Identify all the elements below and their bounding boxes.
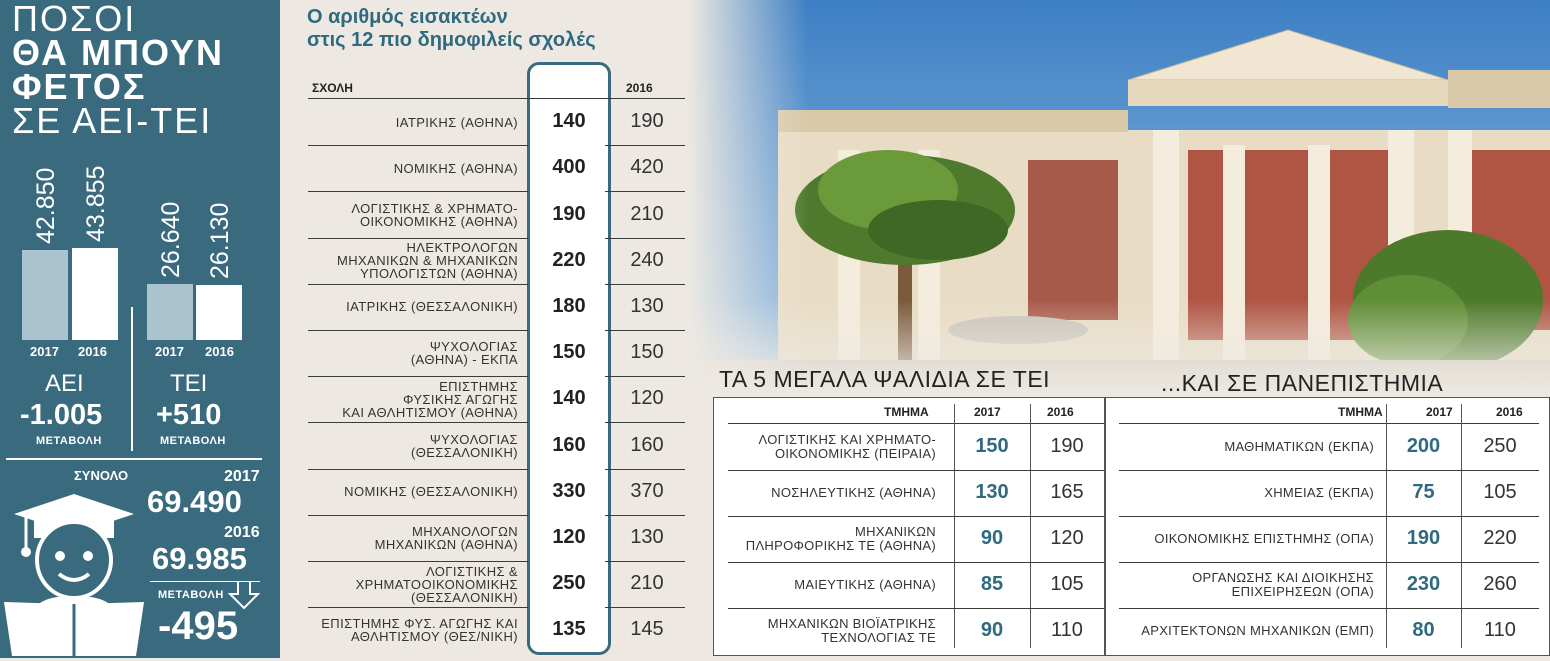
table-row-rule-left bbox=[308, 238, 528, 239]
tei-value-label-2016: 26.130 bbox=[206, 202, 234, 279]
table-row-rule-left bbox=[308, 422, 528, 423]
table-row-rule bbox=[1119, 608, 1539, 609]
table-row-label-line: ΛΟΓΙΣΤΙΚΗΣ & bbox=[425, 564, 518, 579]
table-col-header: ΤΜΗΜΑ bbox=[884, 405, 929, 419]
table-row-value-2017: 90 bbox=[980, 527, 1004, 549]
table-row-rule-right bbox=[605, 607, 685, 608]
tei-table-title: ΤΑ 5 ΜΕΓΑΛΑ ΨΑΛΙΔΙΑ ΣΕ ΤΕΙ bbox=[719, 366, 1051, 392]
table-row-label-line: ΑΘΛΗΤΙΣΜΟΥ (ΘΕΣ/ΝΙΚΗ) bbox=[350, 629, 518, 644]
table-row-rule-right bbox=[605, 469, 685, 470]
table-row-value-2016: 160 bbox=[630, 434, 664, 456]
table-row-rule bbox=[728, 470, 1104, 471]
table-row-label-line: ΛΟΓΙΣΤΙΚΗΣ ΚΑΙ ΧΡΗΜΑΤΟ- bbox=[758, 432, 936, 447]
table-row-label-line: ΟΙΚΟΝΟΜΙΚΗΣ (ΠΕΙΡΑΙΑ) bbox=[774, 446, 936, 461]
table-row-value-2017: 180 bbox=[552, 295, 586, 317]
table-row-rule bbox=[1119, 470, 1539, 471]
table-row-rule bbox=[728, 608, 1104, 609]
tei-change-value: +510 bbox=[156, 399, 222, 431]
table-row-label-line: ΧΡΗΜΑΤΟΟΙΚΟΝΟΜΙΚΗΣ bbox=[355, 577, 518, 592]
tei-table bbox=[713, 397, 1105, 656]
table-row-label-line: ΑΡΧΙΤΕΚΤΟΝΩΝ ΜΗΧΑΝΙΚΩΝ (ΕΜΠ) bbox=[1141, 623, 1374, 638]
table-row-label-line: ΜΑΘΗΜΑΤΙΚΩΝ (ΕΚΠΑ) bbox=[1224, 439, 1374, 454]
table-row-label-line: ΠΛΗΡΟΦΟΡΙΚΗΣ ΤΕ (ΑΘΗΝΑ) bbox=[745, 538, 936, 553]
table-row-rule-left bbox=[308, 376, 528, 377]
aei-change-label: ΜΕΤΑΒΟΛΗ bbox=[36, 435, 102, 447]
uni-table bbox=[1105, 397, 1550, 656]
table-row-label bbox=[308, 162, 518, 175]
table-row-label bbox=[308, 300, 518, 313]
header-rule bbox=[527, 98, 685, 99]
aei-group-label: ΑΕΙ bbox=[45, 370, 84, 397]
table-row-label-line: (ΘΕΣΣΑΛΟΝΙΚΗ) bbox=[411, 590, 518, 605]
table-row-rule-right bbox=[605, 515, 685, 516]
headline-line-2: ΘΑ ΜΠΟΥΝ bbox=[12, 32, 225, 73]
left-summary-panel bbox=[0, 0, 280, 658]
table-col-header: 2017 bbox=[1426, 405, 1453, 419]
table-row-label bbox=[728, 525, 936, 553]
table-row-rule bbox=[1119, 562, 1539, 563]
table-row-label bbox=[308, 340, 518, 366]
table-row-label-line: ΤΕΧΝΟΛΟΓΙΑΣ ΤΕ bbox=[821, 630, 936, 645]
table-row-value-2016: 120 bbox=[1050, 527, 1084, 549]
table-col-header: 2016 bbox=[1496, 405, 1523, 419]
table-row-rule-left bbox=[308, 191, 528, 192]
table-row-rule-right bbox=[605, 330, 685, 331]
header-rule-left bbox=[308, 98, 528, 99]
table-row-label bbox=[1119, 624, 1374, 638]
tei-year-2017: 2017 bbox=[155, 344, 184, 359]
table-row-label-line: ΙΑΤΡΙΚΗΣ (ΑΘΗΝΑ) bbox=[395, 115, 518, 130]
graduate-reading-icon bbox=[4, 486, 144, 661]
table-row-value-2017: 160 bbox=[552, 434, 586, 456]
table-row-value-2017: 140 bbox=[552, 110, 586, 132]
summary-divider bbox=[6, 458, 262, 460]
table-row-label-line: (ΑΘΗΝΑ) - ΕΚΠΑ bbox=[410, 352, 518, 367]
table-row-rule-right bbox=[605, 376, 685, 377]
table-row-value-2016: 210 bbox=[630, 572, 664, 594]
table-row-value-2017: 200 bbox=[1406, 435, 1441, 457]
table-row-label-line: ΙΑΤΡΙΚΗΣ (ΘΕΣΣΑΛΟΝΙΚΗ) bbox=[346, 299, 518, 314]
tei-year-2016: 2016 bbox=[205, 344, 234, 359]
table-row-value-2017: 150 bbox=[552, 341, 586, 363]
table-row-label bbox=[1119, 486, 1374, 500]
table-row-value-2017: 220 bbox=[552, 249, 586, 271]
table-row-label bbox=[1119, 440, 1374, 454]
table-row-label bbox=[308, 433, 518, 459]
table-row-value-2017: 190 bbox=[552, 203, 586, 225]
table-row-value-2017: 90 bbox=[980, 619, 1004, 641]
table-row-label-line: ΜΗΧΑΝΙΚΩΝ ΒΙΟΪΑΤΡΙΚΗΣ bbox=[767, 616, 936, 631]
table-row-rule-left bbox=[308, 469, 528, 470]
table-row-value-2017: 135 bbox=[552, 618, 586, 640]
table-row-rule-right bbox=[605, 422, 685, 423]
table-row-label bbox=[308, 485, 518, 498]
table-row-label-line: ΨΥΧΟΛΟΓΙΑΣ bbox=[429, 339, 518, 354]
col-header-school: ΣΧΟΛΗ bbox=[312, 81, 353, 95]
tei-bar-2017 bbox=[147, 284, 193, 340]
table-row-value-2017: 130 bbox=[975, 481, 1009, 503]
total-value-2016: 69.985 bbox=[152, 541, 247, 576]
table-row-value-2016: 110 bbox=[1051, 619, 1083, 641]
table-row-label-line: ΧΗΜΕΙΑΣ (ΕΚΠΑ) bbox=[1264, 485, 1374, 500]
headline-line-1: ΠΟΣΟΙ bbox=[12, 0, 137, 39]
table-row-label-line: ΦΥΣΙΚΗΣ ΑΓΩΓΗΣ bbox=[403, 392, 518, 407]
table-col-header: 2016 bbox=[1047, 405, 1074, 419]
table-row-rule-left bbox=[308, 607, 528, 608]
aei-value-label-2016: 43.855 bbox=[82, 165, 110, 242]
table-row-value-2016: 370 bbox=[630, 480, 664, 502]
table-col-header: ΤΜΗΜΑ bbox=[1338, 405, 1383, 419]
aei-bar-2017 bbox=[22, 250, 68, 340]
table-row-value-2017: 140 bbox=[552, 387, 586, 409]
table-row-label-line: ΗΛΕΚΤΡΟΛΟΓΩΝ bbox=[406, 240, 518, 255]
table-row-value-2016: 250 bbox=[1483, 435, 1517, 457]
aei-change-value: -1.005 bbox=[20, 399, 103, 431]
table-row-label-line: ΜΗΧΑΝΟΛΟΓΩΝ bbox=[411, 524, 518, 539]
table-title-line-1: Ο αριθμός εισακτέων bbox=[307, 6, 508, 28]
table-row-rule bbox=[1119, 516, 1539, 517]
total-change-value: -495 bbox=[158, 604, 239, 648]
group-divider bbox=[131, 307, 133, 451]
table-row-label-line: ΚΑΙ ΑΘΛΗΤΙΣΜΟΥ (ΑΘΗΝΑ) bbox=[342, 405, 518, 420]
table-row-value-2016: 110 bbox=[1484, 619, 1516, 641]
table-row-value-2016: 165 bbox=[1050, 481, 1084, 503]
table-row-value-2017: 330 bbox=[552, 480, 586, 502]
table-row-value-2016: 260 bbox=[1483, 573, 1517, 595]
table-row-value-2017: 75 bbox=[1412, 481, 1435, 503]
table-row-value-2016: 150 bbox=[630, 341, 664, 363]
table-row-label-line: ΟΙΚΟΝΟΜΙΚΗΣ ΕΠΙΣΤΗΜΗΣ (ΟΠΑ) bbox=[1154, 531, 1374, 546]
table-row-label-line: ΝΟΣΗΛΕΥΤΙΚΗΣ (ΑΘΗΝΑ) bbox=[771, 485, 936, 500]
table-row-label bbox=[1119, 532, 1374, 546]
table-row-value-2017: 190 bbox=[1406, 527, 1441, 549]
tei-group-label: ΤΕΙ bbox=[170, 370, 208, 397]
tei-value-label-2017: 26.640 bbox=[157, 201, 185, 278]
table-row-rule-right bbox=[605, 561, 685, 562]
table-row-value-2017: 120 bbox=[552, 526, 586, 548]
table-row-value-2016: 130 bbox=[630, 526, 664, 548]
aei-bar-2016 bbox=[72, 248, 118, 340]
table-row-rule bbox=[728, 516, 1104, 517]
table-row-label bbox=[308, 241, 518, 280]
table-row-label bbox=[728, 486, 936, 500]
table-row-value-2016: 240 bbox=[630, 249, 664, 271]
table-row-value-2016: 130 bbox=[630, 295, 664, 317]
aei-value-label-2017: 42.850 bbox=[32, 167, 60, 244]
tei-change-label: ΜΕΤΑΒΟΛΗ bbox=[160, 435, 226, 447]
table-row-rule-left bbox=[308, 330, 528, 331]
table-row-label-line: ΛΟΓΙΣΤΙΚΗΣ & ΧΡΗΜΑΤΟ- bbox=[351, 201, 518, 216]
table-row-rule-right bbox=[605, 145, 685, 146]
table-row-rule bbox=[728, 562, 1104, 563]
table-row-label-line: ΟΙΚΟΝΟΜΙΚΗΣ (ΑΘΗΝΑ) bbox=[360, 214, 518, 229]
table-row-label-line: ΕΠΙΧΕΙΡΗΣΕΩΝ (ΟΠΑ) bbox=[1231, 584, 1374, 599]
table-row-label bbox=[308, 565, 518, 604]
table-row-value-2016: 105 bbox=[1483, 481, 1517, 503]
table-row-label-line: ΕΠΙΣΤΗΜΗΣ bbox=[439, 379, 518, 394]
table-row-rule-left bbox=[308, 515, 528, 516]
table-row-label-line: (ΘΕΣΣΑΛΟΝΙΚΗ) bbox=[411, 445, 518, 460]
table-row-value-2017: 400 bbox=[552, 156, 586, 178]
total-label: ΣΥΝΟΛΟ bbox=[74, 468, 129, 483]
table-row-rule-right bbox=[605, 238, 685, 239]
table-row-label-line: ΝΟΜΙΚΗΣ (ΑΘΗΝΑ) bbox=[393, 161, 518, 176]
table-row-label bbox=[308, 116, 518, 129]
col-header-2016: 2016 bbox=[626, 81, 653, 95]
table-row-value-2017: 230 bbox=[1406, 573, 1441, 595]
table-row-value-2017: 80 bbox=[1412, 619, 1435, 641]
aei-year-2017: 2017 bbox=[30, 344, 59, 359]
total-year-2016: 2016 bbox=[224, 524, 260, 541]
table-row-label-line: ΜΗΧΑΝΙΚΩΝ (ΑΘΗΝΑ) bbox=[374, 537, 518, 552]
table-row-label bbox=[728, 617, 936, 645]
total-change-label: ΜΕΤΑΒΟΛΗ bbox=[158, 589, 224, 601]
table-row-rule-left bbox=[308, 284, 528, 285]
table-row-label bbox=[308, 617, 518, 643]
table-row-value-2017: 85 bbox=[980, 573, 1004, 595]
table-row-label-line: ΥΠΟΛΟΓΙΣΤΩΝ (ΑΘΗΝΑ) bbox=[360, 266, 518, 281]
table-row-label-line: ΕΠΙΣΤΗΜΗΣ ΦΥΣ. ΑΓΩΓΗΣ ΚΑΙ bbox=[321, 616, 518, 631]
table-row-value-2016: 190 bbox=[630, 110, 664, 132]
table-row-rule-right bbox=[605, 284, 685, 285]
table-row-value-2016: 105 bbox=[1050, 573, 1084, 595]
table-title-line-2: στις 12 πιο δημοφιλείς σχολές bbox=[307, 29, 596, 51]
table-header-rule bbox=[728, 423, 1104, 424]
table-row-label-line: ΜΑΙΕΥΤΙΚΗΣ (ΑΘΗΝΑ) bbox=[794, 577, 936, 592]
table-col-header: 2017 bbox=[974, 405, 1001, 419]
headline-line-3: ΦΕΤΟΣ bbox=[12, 66, 147, 107]
table-row-value-2016: 145 bbox=[630, 618, 664, 640]
table-header-rule bbox=[1119, 423, 1539, 424]
total-year-2017: 2017 bbox=[224, 468, 260, 485]
table-row-rule-left bbox=[308, 145, 528, 146]
table-row-value-2017: 150 bbox=[975, 435, 1009, 457]
total-value-2017: 69.490 bbox=[147, 484, 242, 519]
table-row-label bbox=[308, 380, 518, 419]
university-building-photo bbox=[688, 0, 1550, 395]
table-row-value-2016: 190 bbox=[1050, 435, 1084, 457]
table-row-value-2017: 250 bbox=[552, 572, 586, 594]
table-row-value-2016: 220 bbox=[1483, 527, 1517, 549]
aei-year-2016: 2016 bbox=[78, 344, 107, 359]
table-row-label-line: ΝΟΜΙΚΗΣ (ΘΕΣΣΑΛΟΝΙΚΗ) bbox=[344, 484, 518, 499]
table-row-label-line: ΨΥΧΟΛΟΓΙΑΣ bbox=[429, 432, 518, 447]
table-row-rule-right bbox=[605, 191, 685, 192]
table-row-label-line: ΜΗΧΑΝΙΚΩΝ & ΜΗΧΑΝΙΚΩΝ bbox=[337, 253, 518, 268]
table-row-label bbox=[1119, 571, 1374, 599]
table-row-label bbox=[308, 525, 518, 551]
headline-line-4: ΣΕ ΑΕΙ-ΤΕΙ bbox=[12, 100, 213, 141]
table-row-label bbox=[308, 202, 518, 228]
uni-table-title: ...ΚΑΙ ΣΕ ΠΑΝΕΠΙΣΤΗΜΙΑ bbox=[1161, 370, 1444, 396]
table-row-label-line: ΟΡΓΑΝΩΣΗΣ ΚΑΙ ΔΙΟΙΚΗΣΗΣ bbox=[1192, 570, 1374, 585]
table-row-value-2016: 120 bbox=[630, 387, 664, 409]
table-row-label-line: ΜΗΧΑΝΙΚΩΝ bbox=[854, 524, 936, 539]
table-row-value-2016: 420 bbox=[630, 156, 664, 178]
table-row-value-2016: 210 bbox=[630, 203, 664, 225]
table-row-label bbox=[728, 578, 936, 592]
tei-bar-2016 bbox=[196, 285, 242, 340]
table-row-label bbox=[728, 433, 936, 461]
table-row-rule-left bbox=[308, 561, 528, 562]
